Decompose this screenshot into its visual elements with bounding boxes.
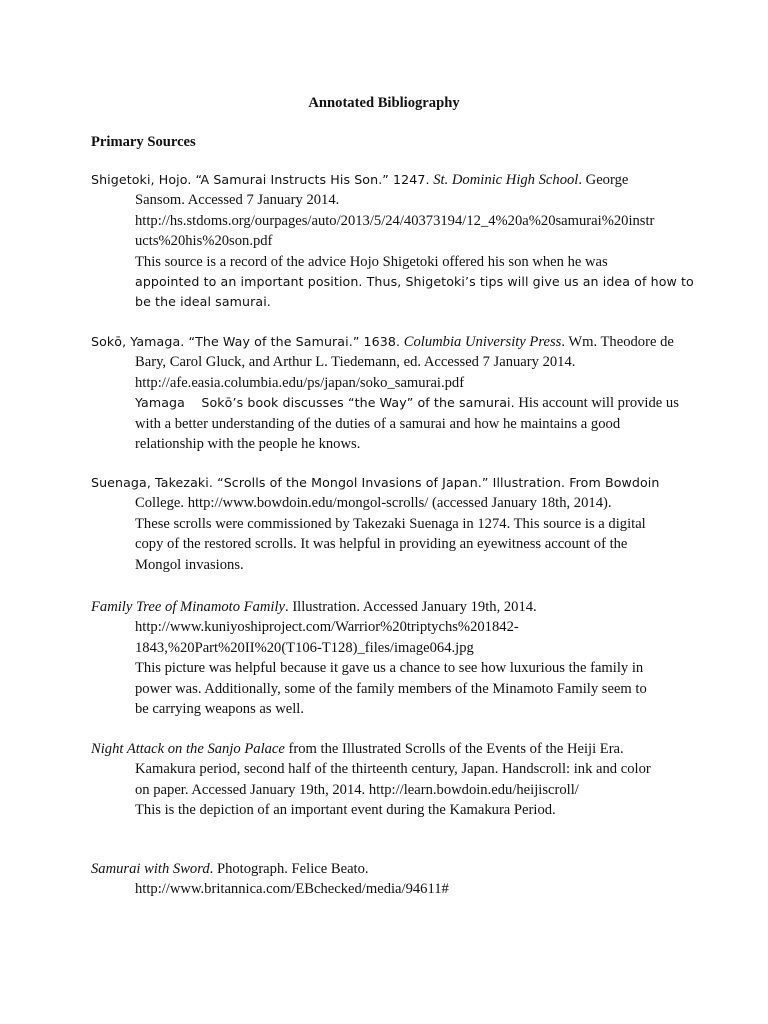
entry-url: ucts%20his%20son.pdf: [135, 233, 273, 250]
entry-text: . George: [578, 172, 629, 188]
entry-title: Night Attack on the Sanjo Palace: [91, 741, 285, 757]
entry-line: College. http://www.bowdoin.edu/mongol-scrolls/ (accessed January 18th, 2014).: [135, 495, 612, 512]
entry-annotation: relationship with the people he knows.: [135, 436, 361, 453]
entry-line: [91, 597, 691, 617]
entry-url: http://hs.stdoms.org/ourpages/auto/2013/5/24/40373194/12_4%20a%20samurai%20instr: [135, 212, 655, 229]
entry-url: http://www.britannica.com/EBchecked/media/94611#: [135, 881, 449, 898]
bibliography-entry: [91, 473, 691, 575]
document-title: Annotated Bibliography: [308, 95, 460, 111]
entry-line: Suenaga, Takezaki. “Scrolls of the Mongol Invasions of Japan.” Illustration. From Bowdoin: [91, 475, 660, 490]
entry-text: . Photograph. Felice Beato.: [209, 861, 369, 877]
entry-url: http://www.kuniyoshiproject.com/Warrior%20triptychs%201842-: [135, 619, 519, 636]
entry-publisher: St. Dominic High School: [433, 172, 579, 188]
bibliography-entry: [91, 739, 691, 821]
entry-annotation-part: His account will provide us: [514, 395, 679, 412]
entry-annotation: appointed to an important position. Thus, Shigetoki’s tips will give us an idea of how to: [135, 274, 694, 290]
entry-annotation: [91, 393, 691, 413]
entry-line: Sansom. Accessed 7 January 2014.: [135, 192, 340, 209]
entry-annotation: This is the depiction of an important event during the Kamakura Period.: [135, 802, 556, 819]
entry-annotation: This source is a record of the advice Hojo Shigetoki offered his son when he was: [135, 253, 608, 270]
entry-url: http://afe.easia.columbia.edu/ps/japan/soko_samurai.pdf: [135, 374, 465, 391]
entry-annotation: be carrying weapons as well.: [135, 701, 304, 718]
entry-text: . Wm. Theodore de: [561, 334, 674, 350]
entry-text: . Illustration. Accessed January 19th, 2014.: [285, 599, 537, 615]
entry-line: Kamakura period, second half of the thirteenth century, Japan. Handscroll: ink and color: [135, 761, 651, 778]
entry-annotation: power was. Additionally, some of the family members of the Minamoto Family seem to: [135, 680, 647, 697]
entry-line: [91, 332, 691, 352]
entry-line: [91, 170, 691, 190]
entry-author-title: Shigetoki, Hojo. “A Samurai Instructs His Son.” 1247.: [91, 172, 430, 187]
entry-publisher: Columbia University Press: [403, 334, 562, 350]
entry-line: on paper. Accessed January 19th, 2014. http://learn.bowdoin.edu/heijiscroll/: [135, 781, 579, 798]
entry-line: [91, 739, 691, 759]
entry-annotation: These scrolls were commissioned by Takezaki Suenaga in 1274. This source is a digital: [135, 515, 646, 532]
entry-annotation: This picture was helpful because it gave us a chance to see how luxurious the family in: [135, 660, 644, 677]
entry-annotation: Mongol invasions.: [135, 556, 244, 573]
entry-line: Bary, Carol Gluck, and Arthur L. Tiedemann, ed. Accessed 7 January 2014.: [135, 354, 576, 371]
entry-text: from the Illustrated Scrolls of the Events of the Heiji Era.: [284, 741, 624, 757]
entry-annotation: with a better understanding of the duties of a samurai and how he maintains a good: [135, 415, 621, 432]
entry-annotation: be the ideal samurai.: [135, 294, 271, 310]
section-heading-primary-sources: Primary Sources: [91, 134, 196, 150]
entry-title: Family Tree of Minamoto Family: [91, 599, 286, 615]
bibliography-entry: [91, 170, 694, 313]
bibliography-entry: [91, 332, 691, 454]
entry-author-title: Sokō, Yamaga. “The Way of the Samurai.” 1638.: [91, 334, 401, 349]
entry-url: 1843,%20Part%20II%20(T106-T128)_files/image064.jpg: [135, 639, 474, 656]
entry-title: Samurai with Sword: [91, 861, 210, 877]
entry-line: [91, 859, 691, 879]
entry-annotation: copy of the restored scrolls. It was helpful in providing an eyewitness account of the: [135, 536, 628, 553]
bibliography-entry: [91, 597, 691, 719]
entry-annotation-part: Yamaga Sokō’s book discusses “the Way” of the samurai.: [135, 395, 515, 411]
bibliography-entry: [91, 859, 691, 900]
